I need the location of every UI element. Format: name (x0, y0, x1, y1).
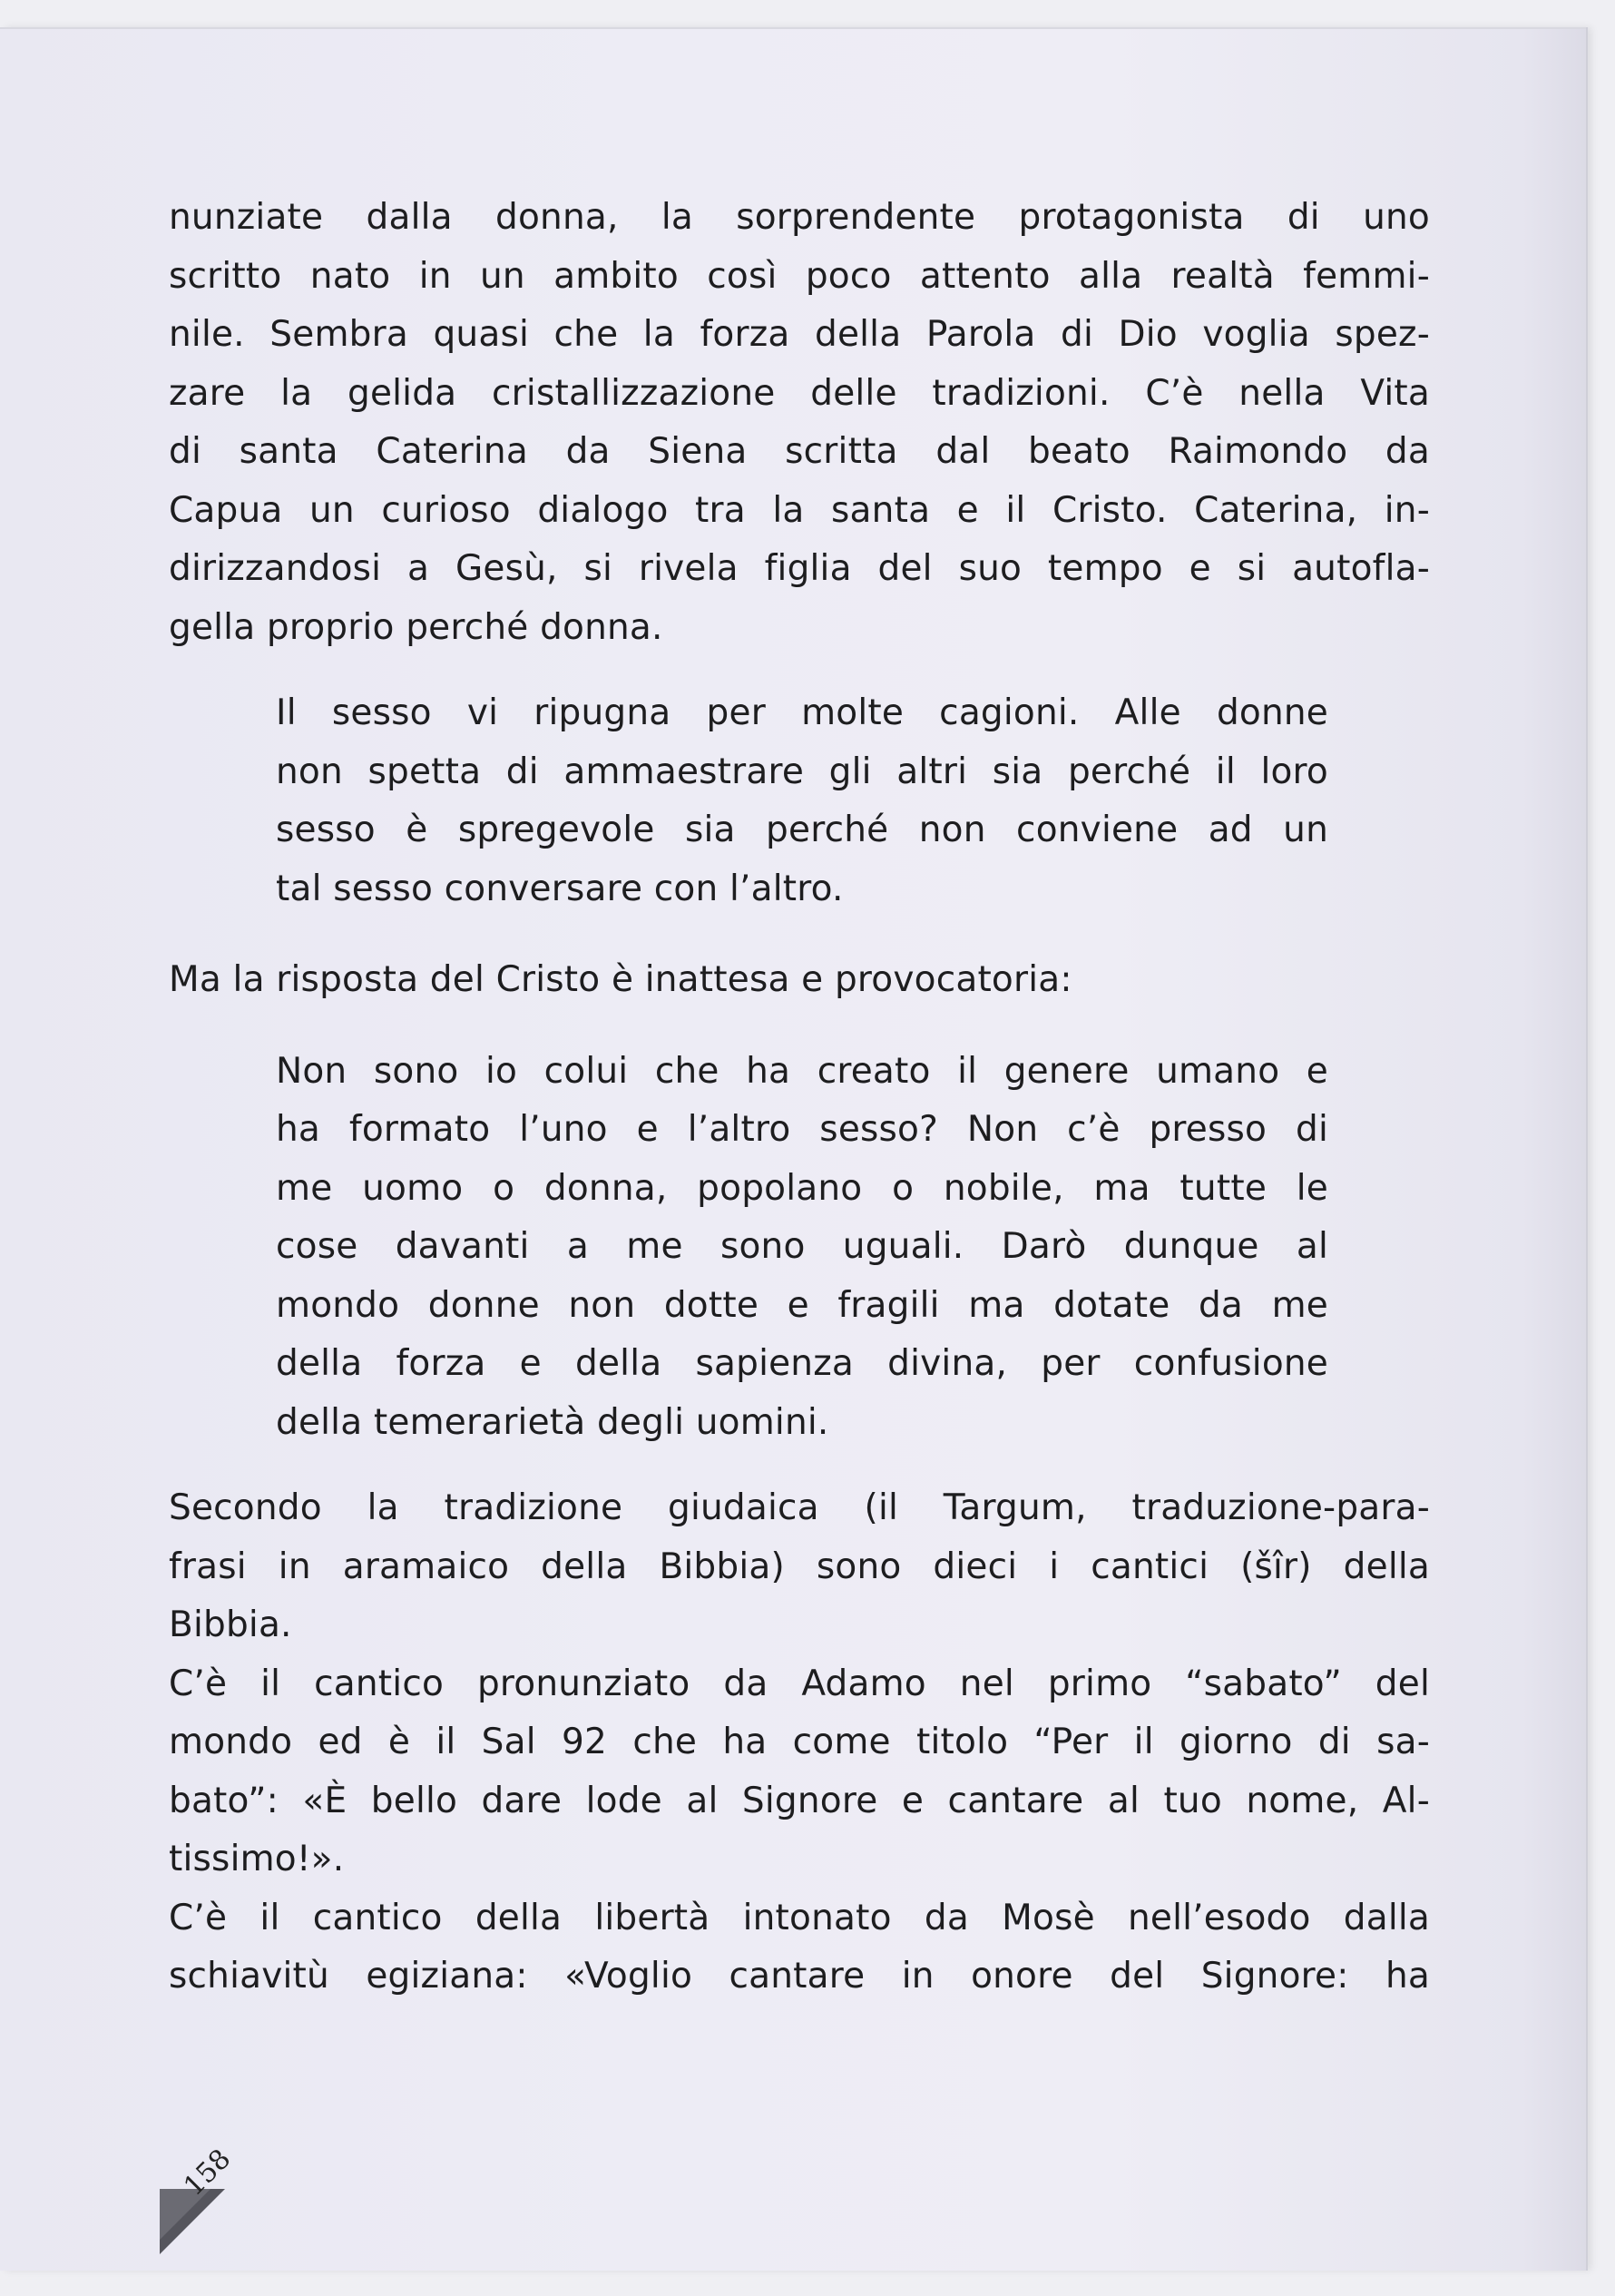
paragraph-2 (169, 951, 1430, 1010)
paragraph-3 (169, 1479, 1430, 1655)
text-line: nile. Sembra quasi che la forza della Parola di Dio voglia spez- (169, 314, 1430, 355)
text-line: della temerarietà degli uomini. (276, 1401, 829, 1443)
text-line: frasi in aramaico della Bibbia) sono dieci i cantici (šîr) della (169, 1545, 1430, 1587)
text-line: me uomo o donna, popolano o nobile, ma tutte le (276, 1167, 1328, 1209)
text-line: C’è il cantico della libertà intonato da Mosè nell’esodo dalla (169, 1897, 1430, 1938)
paragraph-5 (169, 1889, 1430, 2007)
text-line: gella proprio perché donna. (169, 606, 663, 648)
text-line: ha formato l’uno e l’altro sesso? Non c’è presso di (276, 1109, 1328, 1150)
quote-2 (276, 1043, 1328, 1453)
paragraph-4 (169, 1655, 1430, 1889)
text-line: scritto nato in un ambito così poco attento alla realtà femmi- (169, 255, 1430, 297)
text-body (169, 189, 1430, 2007)
text-line: dirizzandosi a Gesù, si rivela figlia del suo tempo e si autofla- (169, 548, 1430, 589)
page-number: 158 (178, 2143, 238, 2203)
text-line: Bibbia. (169, 1604, 292, 1645)
text-line: tissimo!». (169, 1839, 345, 1879)
text-line: della forza e della sapienza divina, per confusione (276, 1343, 1328, 1384)
book-page (0, 27, 1586, 2271)
text-line: Ma la risposta del Cristo è inattesa e provocatoria: (169, 959, 1072, 1000)
text-line: mondo ed è il Sal 92 che ha come titolo “Per il giorno di sa- (169, 1722, 1430, 1762)
text-line: nunziate dalla donna, la sorprendente protagonista di uno (169, 197, 1430, 238)
text-line: di santa Caterina da Siena scritta dal beato Raimondo da (169, 431, 1430, 472)
text-line: bato”: «È bello dare lode al Signore e cantare al tuo nome, Al- (169, 1780, 1430, 1821)
paragraph-1 (169, 189, 1430, 657)
quote-1 (276, 684, 1328, 918)
text-line: cose davanti a me sono uguali. Darò dunque al (276, 1226, 1328, 1267)
text-line: Capua un curioso dialogo tra la santa e il Cristo. Caterina, in- (169, 489, 1430, 531)
text-line: tal sesso conversare con l’altro. (276, 868, 844, 909)
text-line: mondo donne non dotte e fragili ma dotate da me (276, 1284, 1328, 1326)
text-line: schiavitù egiziana: «Voglio cantare in onore del Signore: ha (169, 1956, 1430, 1997)
text-line: sesso è spregevole sia perché non conviene ad un (276, 809, 1328, 850)
text-line: Il sesso vi ripugna per molte cagioni. Alle donne (276, 692, 1328, 733)
text-line: Secondo la tradizione giudaica (il Targum, traduzione-para- (169, 1487, 1430, 1528)
text-line: C’è il cantico pronunziato da Adamo nel primo “sabato” del (169, 1663, 1430, 1704)
text-line: zare la gelida cristallizzazione delle tradizioni. C’è nella Vita (169, 372, 1430, 414)
page-corner-triangle-icon (156, 2185, 229, 2258)
text-line: Non sono io colui che ha creato il genere umano e (276, 1050, 1328, 1092)
text-line: non spetta di ammaestrare gli altri sia perché il loro (276, 751, 1328, 792)
